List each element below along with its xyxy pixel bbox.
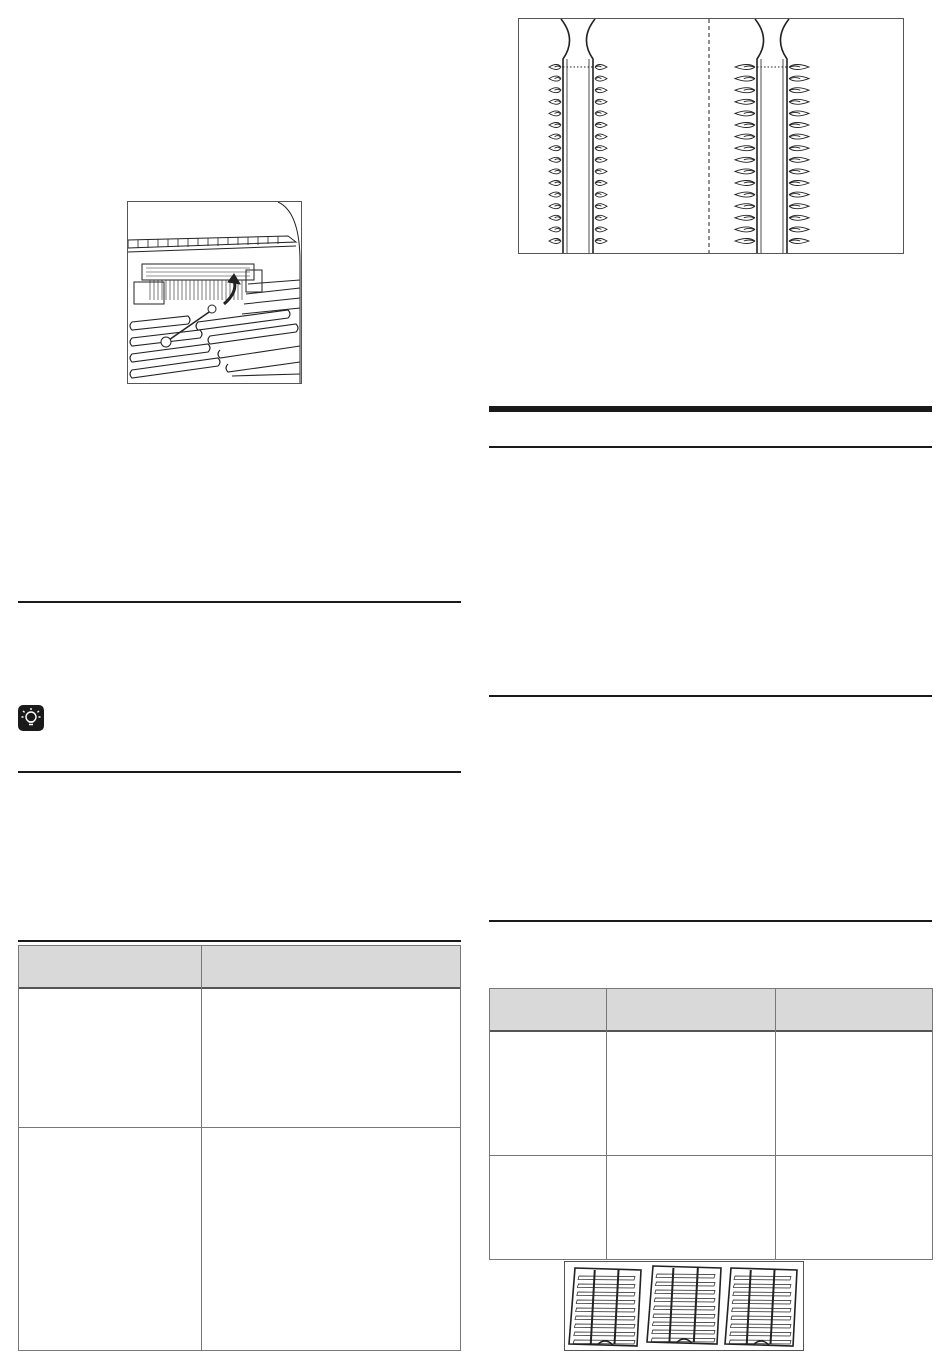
flame-port-inner (555, 205, 560, 206)
flame-port-inner (790, 182, 800, 183)
grate-slot (574, 1332, 635, 1336)
flame-port-inner (790, 136, 800, 137)
flame-port-inner (596, 101, 601, 102)
flame-port-inner (790, 147, 800, 148)
flame-port-inner (790, 194, 800, 195)
right-section-rule-1 (489, 446, 932, 448)
flame-port-inner (790, 159, 800, 160)
flame-port-inner (596, 66, 601, 67)
left-table-row-divider (19, 1127, 460, 1128)
flame-port-inner (555, 194, 560, 195)
flame-port-inner (744, 228, 754, 229)
flame-port-inner (596, 112, 601, 113)
flame-port-inner (596, 147, 601, 148)
flame-port-inner (555, 112, 560, 113)
grate-slot (652, 1322, 715, 1326)
burner-removal-illustration (128, 202, 301, 383)
grate-slot (733, 1284, 791, 1288)
grate-slot (576, 1300, 635, 1304)
lightbulb-tip-icon (18, 705, 44, 731)
grate-slot (730, 1332, 791, 1336)
flame-port-inner (555, 170, 560, 171)
flame-port-inner (790, 205, 800, 206)
left-section-rule-2 (18, 771, 461, 773)
grate-slot (730, 1324, 791, 1328)
right-chapter-rule (489, 406, 932, 412)
flame-port-inner (596, 228, 601, 229)
flame-port-inner (596, 136, 601, 137)
flame-port-inner (555, 147, 560, 148)
left-table-column-divider (201, 946, 202, 1350)
flame-port-inner (744, 78, 754, 79)
flame-port-inner (596, 217, 601, 218)
flame-port-inner (744, 147, 754, 148)
flame-port-inner (555, 159, 560, 160)
flame-port-inner (744, 182, 754, 183)
flame-port-inner (555, 66, 560, 67)
grate-slot (732, 1308, 791, 1312)
flame-port-inner (555, 136, 560, 137)
flame-port-inner (744, 170, 754, 171)
flame-port-inner (744, 217, 754, 218)
flame-port-inner (596, 78, 601, 79)
right-troubleshooting-table (489, 988, 933, 1260)
flame-port-inner (744, 136, 754, 137)
flame-port-inner (596, 89, 601, 90)
cast-iron-cooking-grates-illustration (565, 1262, 803, 1350)
right-section-rule-3 (489, 920, 932, 922)
flame-port-inner (555, 101, 560, 102)
grate-slot (576, 1308, 635, 1312)
cooking-grates-figure (564, 1261, 804, 1351)
flame-port-inner (790, 112, 800, 113)
right-table-header-row (490, 989, 932, 1032)
grate-slot (654, 1306, 715, 1310)
flame-port-inner (790, 101, 800, 102)
grate-crossbar (591, 1270, 595, 1344)
grate-slot (656, 1274, 715, 1278)
flame-port-inner (744, 194, 754, 195)
grate-crossbar (747, 1270, 751, 1344)
burner-flames-figure (518, 18, 904, 254)
flame-port-inner (596, 240, 601, 241)
right-table-column-divider-1 (606, 989, 607, 1259)
flame-port-inner (555, 228, 560, 229)
right-table-row-divider (490, 1155, 932, 1156)
flame-port-inner (744, 124, 754, 125)
right-table-column-divider-2 (775, 989, 776, 1259)
flame-port-inner (744, 240, 754, 241)
grate-slot (653, 1314, 715, 1318)
grate-slot (652, 1330, 715, 1334)
left-section-rule-3 (18, 940, 461, 942)
grate-slot (578, 1276, 635, 1280)
grate-slot (575, 1316, 635, 1320)
burner-removal-figure (127, 201, 302, 384)
flame-port-inner (555, 240, 560, 241)
flame-port-inner (555, 124, 560, 125)
flame-port-inner (790, 78, 800, 79)
grate-crossbar (771, 1270, 775, 1344)
flame-port-inner (790, 66, 800, 67)
right-section-rule-2 (489, 695, 932, 697)
flame-port-inner (744, 112, 754, 113)
flame-port-inner (555, 182, 560, 183)
flame-port-inner (596, 159, 601, 160)
grate-slot (732, 1300, 791, 1304)
flame-port-inner (744, 205, 754, 206)
flame-port-inner (596, 205, 601, 206)
flame-port-inner (555, 217, 560, 218)
flame-port-inner (596, 124, 601, 125)
grate-slot (734, 1276, 791, 1280)
grate-slot (574, 1324, 635, 1328)
flame-port-inner (744, 66, 754, 67)
flame-port-inner (744, 101, 754, 102)
grate-slot (731, 1316, 791, 1320)
grate-crossbar (694, 1268, 698, 1342)
left-section-rule-1 (18, 601, 461, 603)
flame-port-inner (596, 182, 601, 183)
flame-port-inner (790, 228, 800, 229)
flame-port-inner (744, 159, 754, 160)
grate-slot (655, 1290, 715, 1294)
flame-port-inner (790, 89, 800, 90)
left-troubleshooting-table (18, 945, 461, 1351)
burner-flame-pattern-illustration (519, 19, 903, 253)
flame-port-inner (555, 89, 560, 90)
grate-crossbar (615, 1270, 619, 1344)
grate-slot (577, 1292, 635, 1296)
left-table-header-row (19, 946, 460, 989)
grate-slot (577, 1284, 635, 1288)
flame-port-inner (790, 124, 800, 125)
grate-slot (733, 1292, 791, 1296)
flame-port-inner (790, 170, 800, 171)
flame-port-inner (555, 78, 560, 79)
flame-port-inner (596, 170, 601, 171)
flame-port-inner (790, 217, 800, 218)
flame-port-inner (596, 194, 601, 195)
grate-crossbar (669, 1268, 673, 1342)
flame-port-inner (790, 240, 800, 241)
flame-port-inner (744, 89, 754, 90)
grate-slot (654, 1298, 715, 1302)
grate-slot (655, 1282, 715, 1286)
